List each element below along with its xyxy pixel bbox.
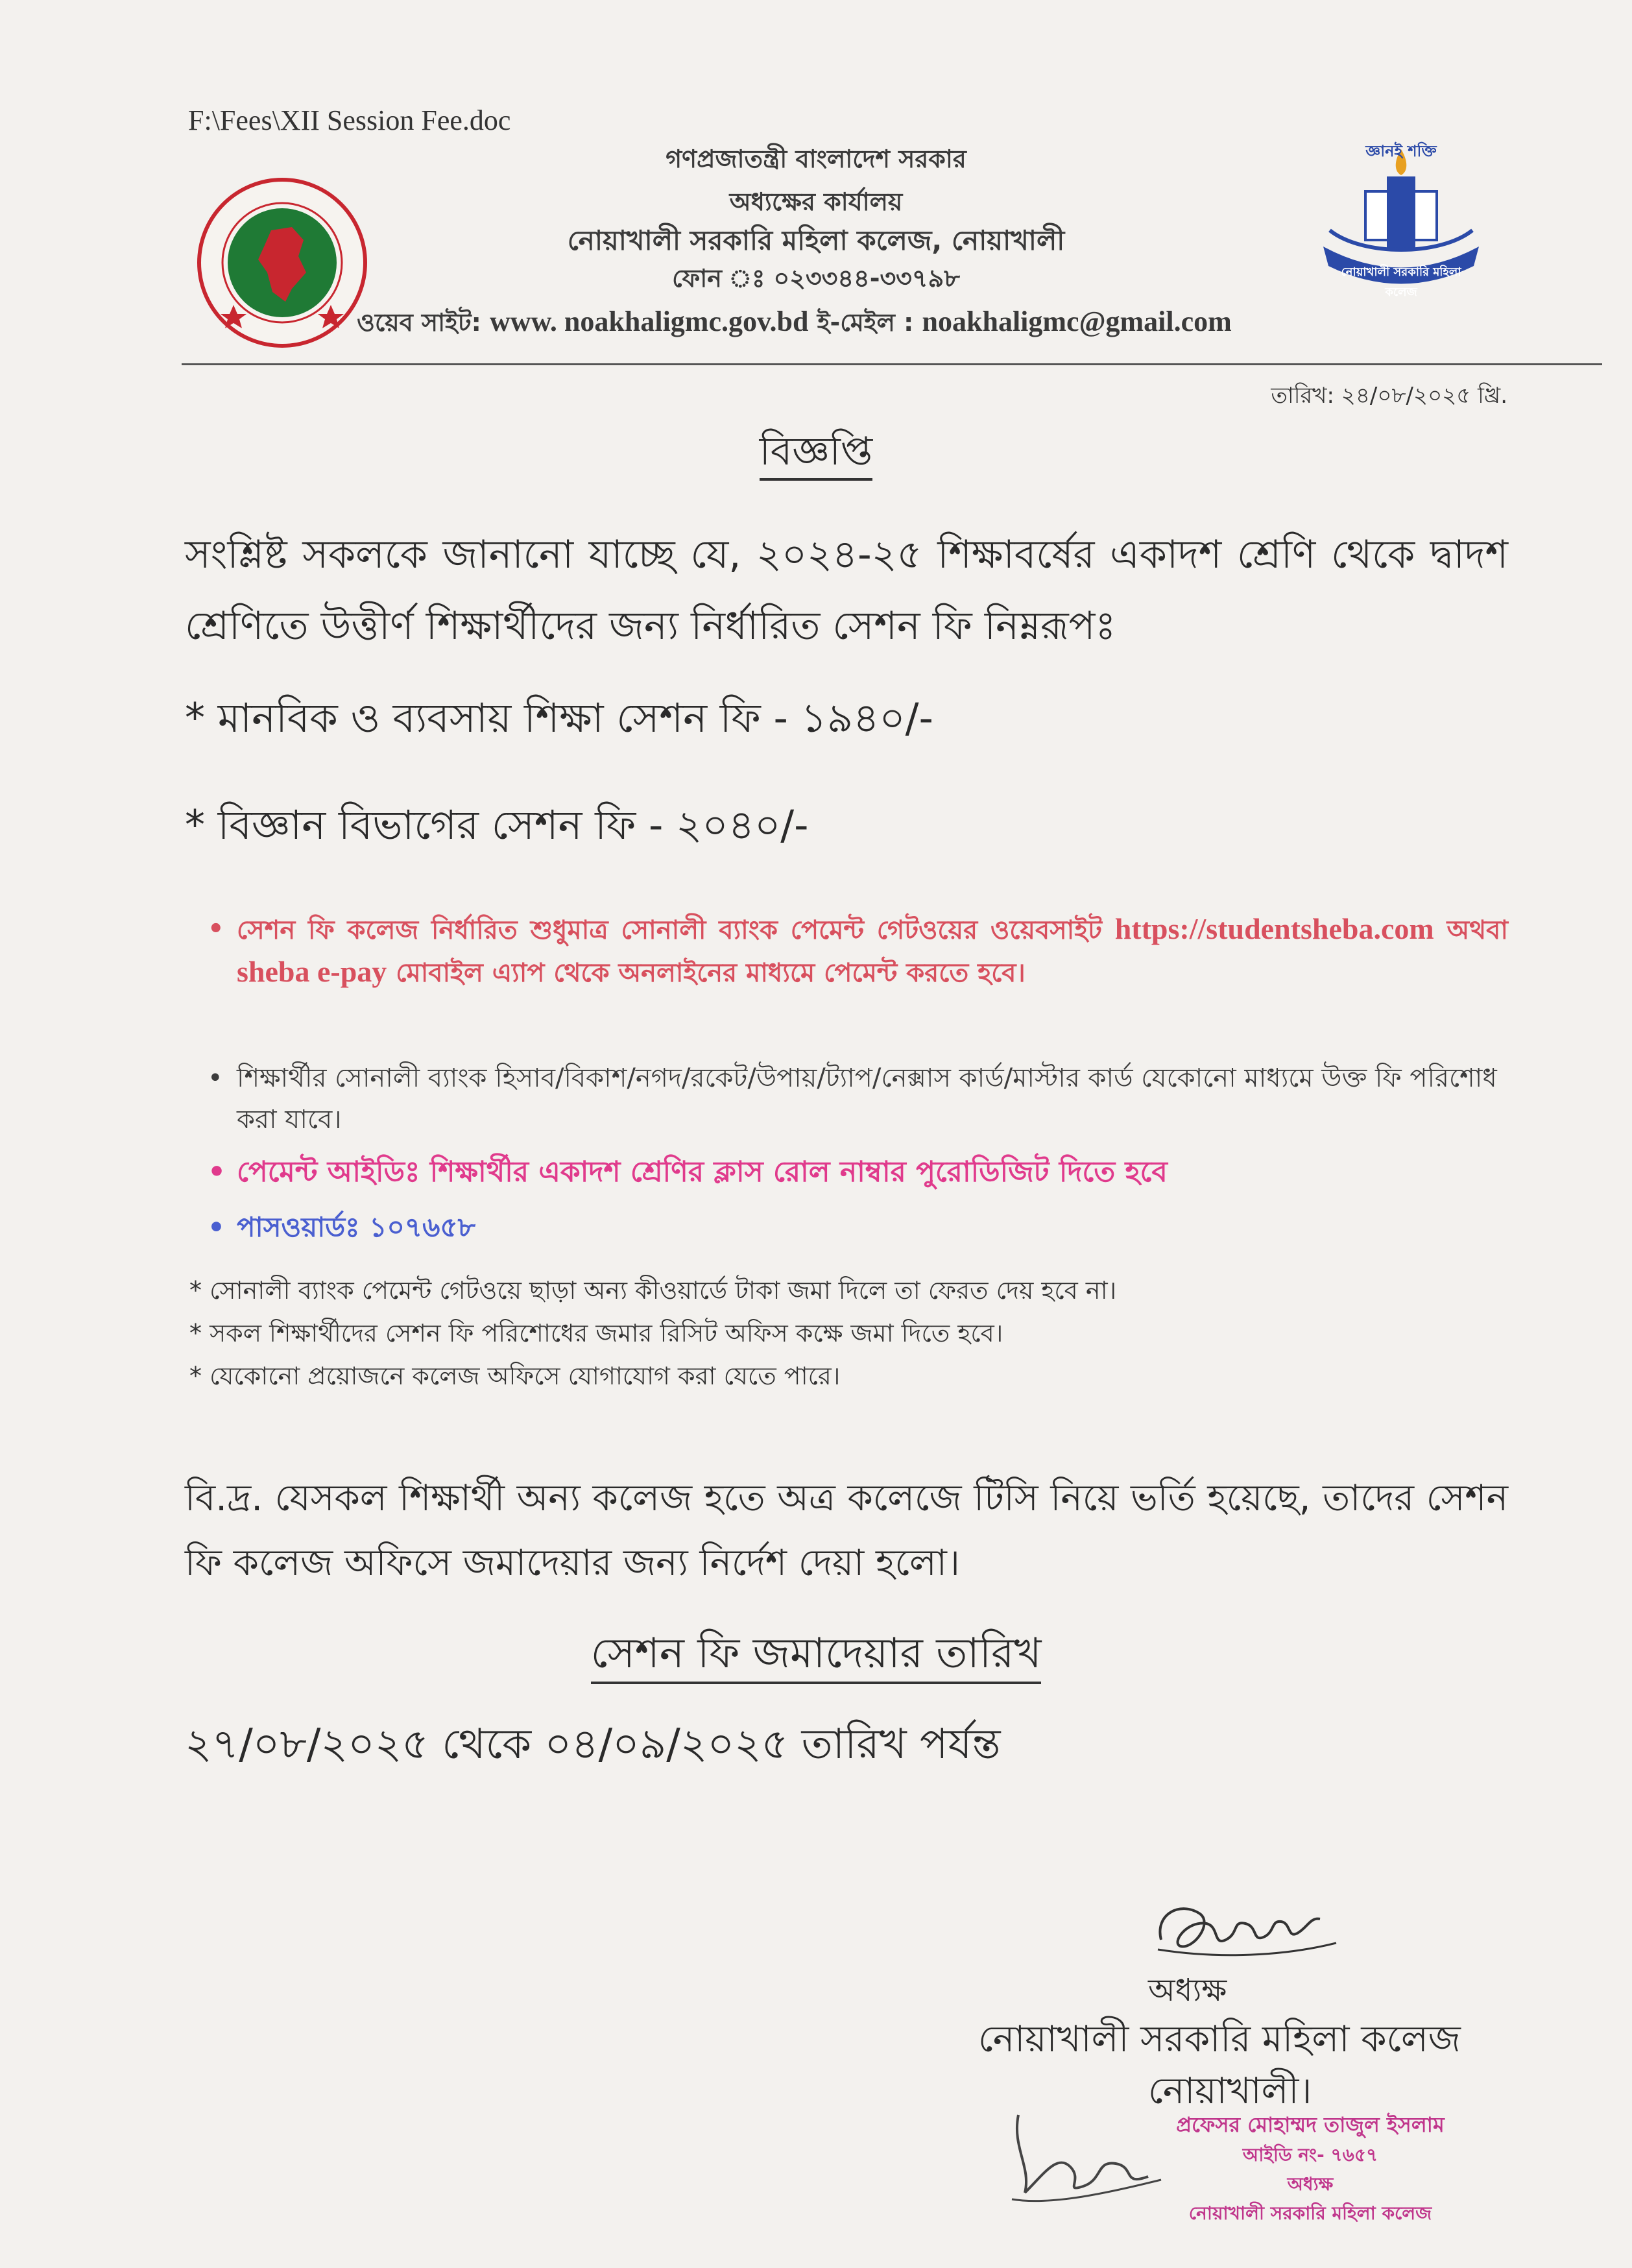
notice-date: তারিখ: ২৪/০৮/২০২৫ খ্রি.: [1271, 383, 1507, 409]
bullet-payment-id: • পেমেন্ট আইডিঃ শিক্ষার্থীর একাদশ শ্রেণির ক্লাস রোল নাম্বার পুরোডিজিট দিতে হবে: [237, 1152, 1508, 1193]
email-link[interactable]: noakhaligmc@gmail.com: [922, 306, 1232, 337]
sheba-epay-app: sheba e-pay: [237, 955, 387, 988]
bullet-password: • পাসওয়ার্ডঃ ১০৭৬৫৮: [237, 1207, 1508, 1248]
govt-name: গণপ্রজাতন্ত্রী বাংলাদেশ সরকার: [666, 145, 966, 173]
college-name: নোয়াখালী সরকারি মহিলা কলেজ, নোয়াখালী: [567, 224, 1065, 256]
stamp-org: নোয়াখালী সরকারি মহিলা কলেজ: [1188, 2202, 1432, 2224]
notice-title-text: বিজ্ঞপ্তি: [760, 429, 872, 481]
bullet-dot: •: [208, 1211, 225, 1243]
deposit-dates: ২৭/০৮/২০২৫ থেকে ০৪/০৯/২০২৫ তারিখ পর্যন্ত: [185, 1720, 1001, 1768]
signatory-org: নোয়াখালী সরকারি মহিলা কলেজ: [978, 2018, 1461, 2060]
fee-humanities-business: * মানবিক ও ব্যবসায় শিক্ষা সেশন ফি - ১৯৪০/-: [185, 694, 933, 742]
signatory-location: নোয়াখালী।: [1148, 2070, 1312, 2112]
header-divider: [182, 363, 1602, 365]
note-receipt: * সকল শিক্ষার্থীদের সেশন ফি পরিশোধের জমার রিসিট অফিস কক্ষে জমা দিতে হবে।: [189, 1319, 1003, 1347]
nb-paragraph: বি.দ্র. যেসকল শিক্ষার্থী অন্য কলেজ হতে অত্র কলেজে টিসি নিয়ে ভর্তি হয়েছে, তাদের সেশন ফি কলেজ অফিসে জমাদেয়ার জন্য নির্দেশ দেয়া হলো।: [185, 1477, 1508, 1584]
bullet-dot: •: [208, 1155, 226, 1188]
bullet-dot: •: [208, 1063, 223, 1093]
intro-paragraph: সংশ্লিষ্ট সকলকে জানানো যাচ্ছে যে, ২০২৪-২৫ শিক্ষাবর্ষের একাদশ শ্রেণি থেকে দ্বাদশ শ্রেণিতে উত্তীর্ণ শিক্ষার্থীদের জন্য নির্ধারিত সেশন ফি নিম্নরূপঃ: [185, 532, 1508, 649]
stamp-id: আইডি নং- ৭৬৫৭: [1242, 2144, 1378, 2165]
stamp-name: প্রফেসর মোহাম্মদ তাজুল ইসলাম: [1176, 2112, 1445, 2137]
signatory-title: অধ্যক্ষ: [1148, 1972, 1227, 2009]
web-email-line: [357, 304, 1232, 345]
principal-signature: [1142, 1888, 1362, 1972]
college-logo-banner: নোয়াখালী সরকারি মহিলা কলেজ: [1341, 265, 1461, 299]
file-path: F:\Fees\XII Session Fee.doc: [188, 104, 511, 136]
deposit-heading: [0, 1622, 1632, 1691]
bullet-payment-methods: • শিক্ষার্থীর সোনালী ব্যাংক হিসাব/বিকাশ/নগদ/রকেট/উপায়/ট্যাপ/নেক্সাস কার্ড/মাস্টার কার্ড যেকোনো মাধ্যমে উক্ত ফি পরিশোধ করা যাবে।: [237, 1057, 1508, 1140]
email-label: ই-মেইল :: [817, 308, 914, 337]
website-link[interactable]: www. noakhaligmc.gov.bd: [490, 306, 809, 337]
phone: ফোন ঃ ০২৩৩৪৪-৩৩৭৯৮: [672, 264, 960, 293]
deposit-heading-text: সেশন ফি জমাদেয়ার তারিখ: [591, 1630, 1042, 1684]
stamp-title: অধ্যক্ষ: [1287, 2173, 1334, 2195]
college-motto: জ্ঞানই শক্তি: [1365, 142, 1437, 160]
office-name: অধ্যক্ষের কার্যালয়: [729, 187, 903, 216]
studentsheba-link[interactable]: https://studentsheba.com: [1114, 912, 1434, 945]
fee-science: * বিজ্ঞান বিভাগের সেশন ফি - ২০৪০/-: [185, 801, 809, 849]
notice-title: [0, 422, 1632, 487]
note-refund: * সোনালী ব্যাংক পেমেন্ট গেটওয়ে ছাড়া অন্য কীওয়ার্ডে টাকা জমা দিলে তা ফেরত দেয় হবে না।: [189, 1276, 1117, 1305]
bullet-dot: •: [208, 914, 224, 944]
note-contact: * যেকোনো প্রয়োজনে কলেজ অফিসে যোগাযোগ করা যেতে পারে।: [189, 1362, 841, 1390]
bullet-payment-gateway: • সেশন ফি কলেজ নির্ধারিত শুধুমাত্র সোনালী ব্যাংক পেমেন্ট গেটওয়ের ওয়েবসাইট https://studentsheba.com অথবা sheba e-pay মোবাইল এ্যাপ থেকে অনলাইনের মাধ্যমে পেমেন্ট করতে হবে।: [237, 908, 1508, 994]
web-label: ওয়েব সাইট:: [357, 308, 481, 337]
